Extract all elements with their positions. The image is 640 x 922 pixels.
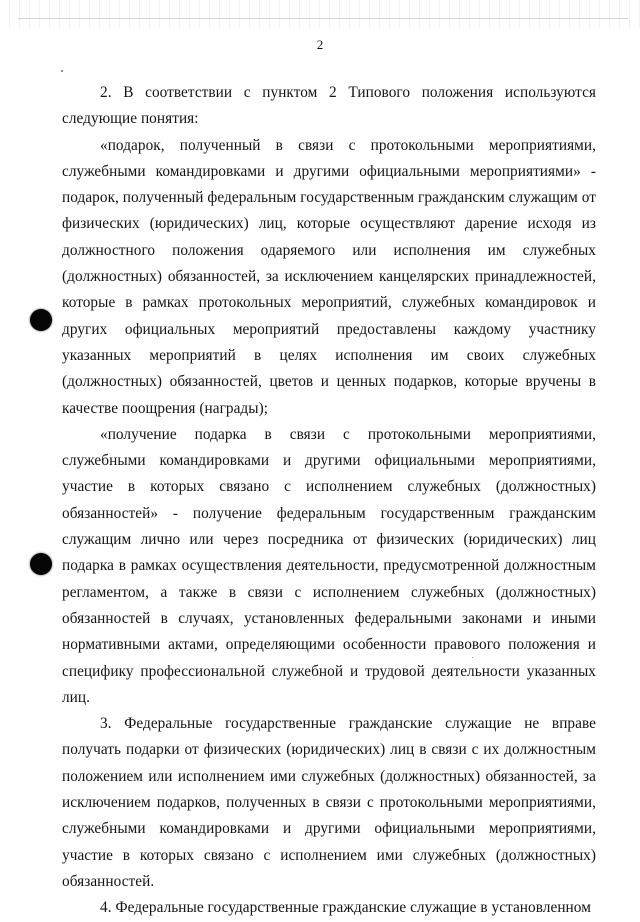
- paragraph-item-2: 2. В соответствии с пунктом 2 Типового положения используются следующие понятия:: [62, 84, 596, 128]
- punch-hole: [30, 553, 52, 575]
- punch-hole: [30, 309, 52, 331]
- scan-speck: [61, 70, 63, 72]
- paragraph-item-4: 4. Федеральные государственные гражданские служащие в установленном: [100, 899, 591, 917]
- scan-artifact-line: [18, 18, 628, 19]
- paragraph-gift-definition: «подарок, полученный в связи с протокольными мероприятиями, служебными командировками и другими официальными мероприятиями» - подарок, полученный федеральным государственным гражданским служащим от физических (юридических) лиц, которые осуществляют дарение исходя из должностного положения одаряемого или исполнения им служебных (должностных) обязанностей, за исключением канцелярских принадлежностей, которые в рамках протокольных мероприятий, служебных командировок и других официальных мероприятий предоставлены каждому участнику указанных мероприятий в целях исполнения им своих служебных (должностных) обязанностей, цветов и ценных подарков, которые вручены в качестве поощрения (награды);: [62, 136, 596, 417]
- page-number: 2: [316, 37, 324, 52]
- document-body: [62, 80, 596, 922]
- paragraph-gift-receipt-definition: «получение подарка в связи с протокольными мероприятиями, служебными командировками и другими официальными мероприятиями, участие в которых связано с исполнением служебных (должностных) обязанностей» - получение федеральным государственным гражданским служащим лично или через посредника от физических (юридических) лиц подарка в рамках осуществления деятельности, предусмотренной должностным регламентом, а также в связи с исполнением служебных (должностных) обязанностей в случаях, установленных федеральными законами и иными нормативными актами, определяющими особенности правового положения и специфику профессиональной служебной и трудовой деятельности указанных лиц.: [62, 425, 596, 706]
- paragraph-item-3: 3. Федеральные государственные гражданские служащие не вправе получать подарки от физических (юридических) лиц в связи с их должностным положением или исполнением ими служебных (должностных) обязанностей, за исключением подарков, полученных в связи с протокольными мероприятиями, служебными командировками и другими официальными мероприятиями, участие в которых связано с исполнением ими служебных (должностных) обязанностей.: [62, 715, 596, 890]
- scan-artifact-top: [0, 0, 640, 28]
